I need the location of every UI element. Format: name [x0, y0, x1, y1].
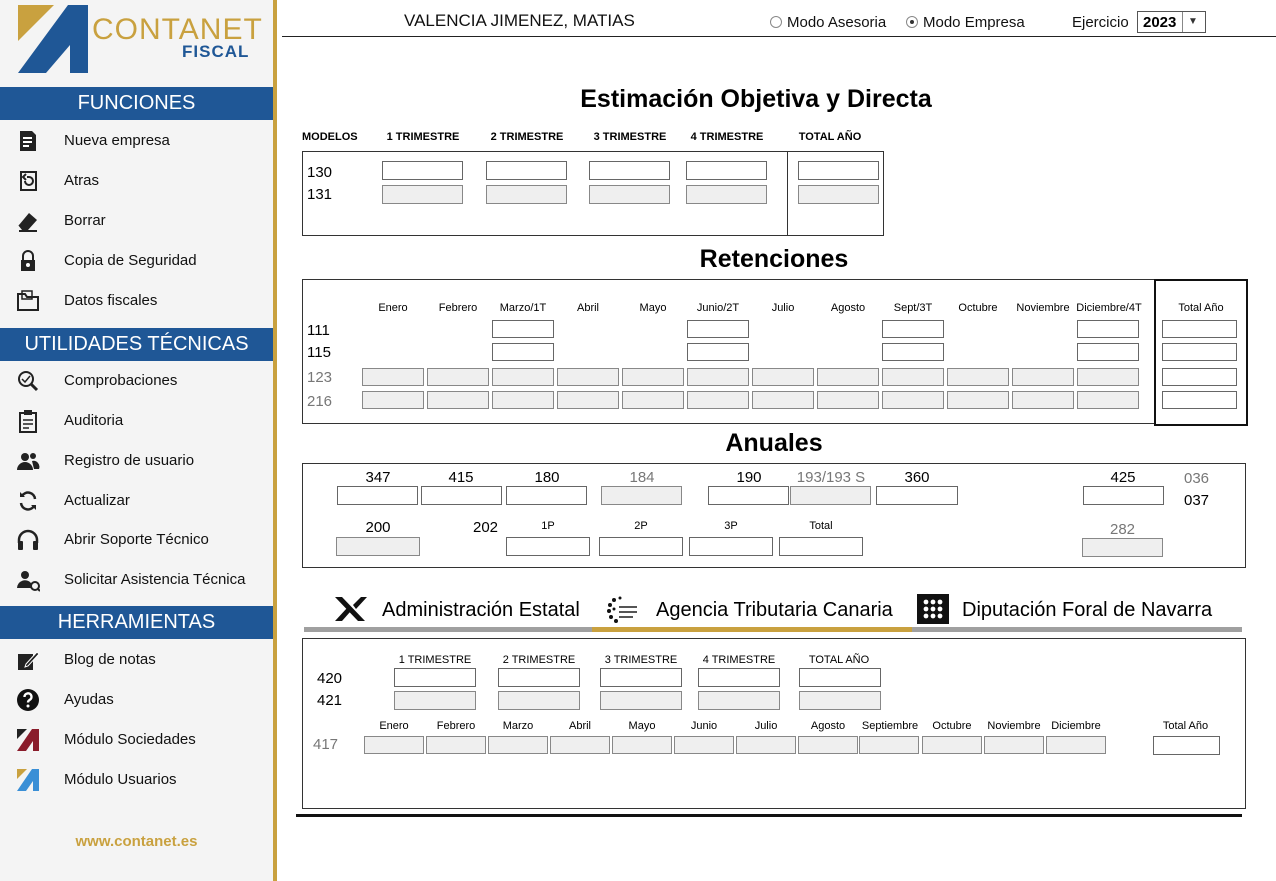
month-header: Mayo: [628, 720, 656, 732]
row-label-115: 115: [307, 344, 331, 361]
input-123-m4[interactable]: [557, 368, 619, 386]
menu-item-atras[interactable]: [0, 161, 273, 199]
notepad-icon: [16, 648, 40, 672]
month-header: Enero: [378, 302, 408, 314]
navarra-logo-icon: [917, 594, 949, 624]
input-420-4t[interactable]: [698, 668, 780, 687]
eraser-icon: [16, 209, 40, 233]
col-header-modelos: MODELOS: [302, 131, 358, 143]
col-header-total: TOTAL AÑO: [798, 131, 862, 143]
input-420-3t[interactable]: [600, 668, 682, 687]
input-131-2t[interactable]: [486, 185, 567, 204]
input-123-m5[interactable]: [622, 368, 684, 386]
menu-item-label: Copia de Seguridad: [64, 252, 197, 269]
website-link[interactable]: www.contanet.es: [75, 833, 198, 850]
input-115-junio[interactable]: [687, 343, 749, 361]
input-421-4t[interactable]: [698, 691, 780, 710]
input-131-1t[interactable]: [382, 185, 463, 204]
user-assist-icon: [16, 568, 40, 592]
input-417-m9[interactable]: [859, 736, 919, 754]
row-label-216: 216: [307, 393, 333, 410]
input-216-m9[interactable]: [882, 391, 944, 409]
input-417-m8[interactable]: [798, 736, 858, 754]
month-header: Octubre: [932, 720, 972, 732]
row-label-420: 420: [317, 670, 343, 687]
label-180: 180: [534, 469, 560, 486]
input-216-m10[interactable]: [947, 391, 1009, 409]
month-header: Marzo/1T: [499, 302, 547, 314]
menu-item-label: Borrar: [64, 212, 106, 229]
menu-item-label: Atras: [64, 172, 100, 189]
input-216-m2[interactable]: [427, 391, 489, 409]
input-417-m5[interactable]: [612, 736, 672, 754]
input-123-m10[interactable]: [947, 368, 1009, 386]
tab-navarra[interactable]: [917, 594, 949, 624]
input-425[interactable]: [1083, 486, 1164, 505]
section-utilidades-tecnicas: UTILIDADES TÉCNICAS: [0, 328, 273, 361]
magnifier-icon: [16, 369, 40, 393]
section-funciones: FUNCIONES: [0, 87, 273, 120]
input-180[interactable]: [506, 486, 587, 505]
input-115-sept[interactable]: [882, 343, 944, 361]
input-417-m6[interactable]: [674, 736, 734, 754]
input-202-2p[interactable]: [599, 537, 683, 556]
menu-item-copia-seguridad[interactable]: [0, 241, 273, 279]
sidebar-border: [273, 0, 277, 881]
month-header: Noviembre: [1016, 302, 1070, 314]
help-icon: [16, 688, 40, 712]
menu-item-modulo-sociedades[interactable]: [0, 720, 273, 758]
tab-estatal[interactable]: [333, 595, 369, 623]
tab-navarra-underline: [912, 627, 1242, 632]
month-header: Abril: [568, 720, 591, 732]
refresh-icon: [16, 489, 40, 513]
label-2p: 2P: [634, 520, 648, 532]
label-ejercicio: Ejercicio: [1072, 14, 1129, 31]
menu-item-blog-notas[interactable]: [0, 640, 273, 678]
input-130-1t[interactable]: [382, 161, 463, 180]
label-036: 036: [1184, 470, 1210, 487]
total-header: Total Año: [1162, 720, 1209, 732]
input-130-total[interactable]: [798, 161, 879, 180]
estimacion-divider: [787, 151, 788, 236]
input-421-2t[interactable]: [498, 691, 580, 710]
input-282[interactable]: [1082, 538, 1163, 557]
anuales-title: Anuales: [725, 429, 823, 457]
radio-modo-asesoria[interactable]: [770, 16, 782, 28]
menu-item-soporte-tecnico[interactable]: [0, 520, 273, 558]
month-header: Sept/3T: [893, 302, 933, 314]
label-360: 360: [904, 469, 930, 486]
input-123-m2[interactable]: [427, 368, 489, 386]
input-421-1t[interactable]: [394, 691, 476, 710]
logo-subtext: FISCAL: [182, 42, 250, 61]
month-header: Abril: [576, 302, 599, 314]
label-1p: 1P: [541, 520, 555, 532]
input-420-1t[interactable]: [394, 668, 476, 687]
menu-item-label: Auditoria: [64, 412, 124, 429]
input-123-m3[interactable]: [492, 368, 554, 386]
input-420-total[interactable]: [799, 668, 881, 687]
tab-canaria-underline-active: [592, 627, 912, 632]
aeat-logo-icon: [333, 595, 369, 623]
lock-icon: [16, 249, 40, 273]
menu-item-label: Comprobaciones: [64, 372, 178, 389]
input-202-total[interactable]: [779, 537, 863, 556]
menu-item-modulo-usuarios[interactable]: [0, 760, 273, 798]
input-111-diciembre[interactable]: [1077, 320, 1139, 338]
input-111-total[interactable]: [1162, 320, 1237, 338]
input-115-diciembre[interactable]: [1077, 343, 1139, 361]
menu-item-label: Módulo Sociedades: [64, 731, 196, 748]
tab-estatal-label[interactable]: Administración Estatal: [382, 599, 580, 621]
col-header-2t: 2 TRIMESTRE: [502, 654, 576, 666]
month-header: Agosto: [810, 720, 846, 732]
month-header: Junio: [690, 720, 718, 732]
input-417-m7[interactable]: [736, 736, 796, 754]
users-icon: [16, 449, 40, 473]
row-label-421: 421: [317, 692, 343, 709]
input-123-m1[interactable]: [362, 368, 424, 386]
input-216-m11[interactable]: [1012, 391, 1074, 409]
input-417-m10[interactable]: [922, 736, 982, 754]
clipboard-icon: [16, 409, 40, 433]
usuarios-icon: [16, 768, 40, 792]
label-425: 425: [1110, 469, 1136, 486]
total-header: Total Año: [1178, 302, 1224, 314]
input-202-1p[interactable]: [506, 537, 590, 556]
label-modo-asesoria: Modo Asesoria: [787, 14, 887, 31]
logo-mark-icon: [18, 5, 88, 73]
month-header: Septiembre: [861, 720, 919, 732]
col-header-1t: 1 TRIMESTRE: [398, 654, 472, 666]
month-header: Junio/2T: [696, 302, 740, 314]
menu-item-label: Registro de usuario: [64, 452, 195, 469]
menu-item-borrar[interactable]: [0, 201, 273, 239]
col-header-total: TOTAL AÑO: [808, 654, 870, 666]
footer-divider: [296, 814, 1242, 817]
input-190[interactable]: [708, 486, 789, 505]
month-header: Enero: [379, 720, 409, 732]
input-184[interactable]: [601, 486, 682, 505]
month-header: Diciembre: [1051, 720, 1101, 732]
input-417-m11[interactable]: [984, 736, 1044, 754]
menu-item-datos-fiscales[interactable]: [0, 281, 273, 319]
col-header-4t: 4 TRIMESTRE: [702, 654, 776, 666]
input-420-2t[interactable]: [498, 668, 580, 687]
menu-item-actualizar[interactable]: [0, 481, 273, 519]
row-label-123: 123: [307, 369, 333, 386]
headset-icon: [16, 528, 40, 552]
menu-item-label: Nueva empresa: [64, 132, 170, 149]
input-216-m8[interactable]: [817, 391, 879, 409]
input-200[interactable]: [336, 537, 420, 556]
col-header-2t: 2 TRIMESTRE: [490, 131, 564, 143]
menu-item-label: Abrir Soporte Técnico: [64, 531, 209, 548]
app-logo: [0, 0, 273, 78]
menu-item-nueva-empresa[interactable]: [0, 121, 273, 159]
label-200: 200: [365, 519, 391, 536]
input-417-m1[interactable]: [364, 736, 424, 754]
menu-item-ayudas[interactable]: [0, 680, 273, 718]
month-header: Noviembre: [987, 720, 1041, 732]
menu-item-comprobaciones[interactable]: [0, 361, 273, 399]
label-total: Total: [809, 520, 833, 532]
row-label-130: 130: [307, 164, 333, 181]
menu-item-label: Ayudas: [64, 691, 114, 708]
menu-item-asistencia-tecnica[interactable]: [0, 560, 273, 598]
back-icon: [16, 169, 40, 193]
sociedades-icon: [16, 728, 40, 752]
input-417-m2[interactable]: [426, 736, 486, 754]
input-111-marzo[interactable]: [492, 320, 554, 338]
input-415[interactable]: [421, 486, 502, 505]
input-131-4t[interactable]: [686, 185, 767, 204]
input-421-total[interactable]: [799, 691, 881, 710]
input-417-m12[interactable]: [1046, 736, 1106, 754]
radio-modo-empresa[interactable]: [906, 16, 918, 28]
col-header-3t: 3 TRIMESTRE: [593, 131, 667, 143]
menu-item-label: Solicitar Asistencia Técnica: [64, 571, 246, 588]
menu-item-label: Blog de notas: [64, 651, 156, 668]
retenciones-title: Retenciones: [699, 245, 849, 273]
input-193[interactable]: [790, 486, 871, 505]
month-header: Julio: [771, 302, 795, 314]
input-202-3p[interactable]: [689, 537, 773, 556]
col-header-4t: 4 TRIMESTRE: [690, 131, 764, 143]
menu-item-label: Datos fiscales: [64, 292, 158, 309]
input-130-4t[interactable]: [686, 161, 767, 180]
input-360[interactable]: [876, 486, 958, 505]
label-184: 184: [629, 469, 655, 486]
ejercicio-value: 2023: [1143, 14, 1177, 31]
input-123-m6[interactable]: [687, 368, 749, 386]
section-herramientas: HERRAMIENTAS: [0, 606, 273, 639]
label-modo-empresa: Modo Empresa: [923, 14, 1025, 31]
label-037: 037: [1184, 492, 1210, 509]
input-123-m12[interactable]: [1077, 368, 1139, 386]
input-417-m3[interactable]: [488, 736, 548, 754]
input-130-3t[interactable]: [589, 161, 670, 180]
label-347: 347: [365, 469, 391, 486]
input-111-sept[interactable]: [882, 320, 944, 338]
label-193: 193/193 S: [796, 469, 866, 486]
label-3p: 3P: [724, 520, 738, 532]
input-216-m12[interactable]: [1077, 391, 1139, 409]
atc-logo-icon: [606, 596, 642, 624]
month-header: Mayo: [639, 302, 667, 314]
input-131-total[interactable]: [798, 185, 879, 204]
ejercicio-select[interactable]: [1137, 11, 1206, 33]
label-190: 190: [736, 469, 762, 486]
col-header-1t: 1 TRIMESTRE: [386, 131, 460, 143]
estimacion-title: Estimación Objetiva y Directa: [580, 85, 932, 113]
chevron-down-icon[interactable]: ▼: [1188, 16, 1198, 27]
input-115-marzo[interactable]: [492, 343, 554, 361]
month-header: Octubre: [958, 302, 998, 314]
month-header: Diciembre/4T: [1076, 302, 1142, 314]
tab-navarra-label[interactable]: Diputación Foral de Navarra: [962, 599, 1213, 621]
menu-item-label: Módulo Usuarios: [64, 771, 177, 788]
label-415: 415: [448, 469, 474, 486]
input-123-total[interactable]: [1162, 368, 1237, 386]
month-header: Agosto: [830, 302, 866, 314]
header-divider: [282, 36, 1276, 37]
input-216-m1[interactable]: [362, 391, 424, 409]
input-347[interactable]: [337, 486, 418, 505]
menu-item-label: Actualizar: [64, 492, 130, 509]
input-216-m4[interactable]: [557, 391, 619, 409]
input-123-m7[interactable]: [752, 368, 814, 386]
tab-estatal-underline: [304, 627, 592, 632]
menu-item-auditoria[interactable]: [0, 401, 273, 439]
input-123-m9[interactable]: [882, 368, 944, 386]
label-282: 282: [1109, 521, 1136, 538]
menu-item-registro-usuario[interactable]: [0, 441, 273, 479]
input-216-m5[interactable]: [622, 391, 684, 409]
input-417-total[interactable]: [1153, 736, 1220, 755]
tab-canaria[interactable]: [606, 596, 642, 624]
input-131-3t[interactable]: [589, 185, 670, 204]
month-header: Febrero: [438, 302, 478, 314]
col-header-3t: 3 TRIMESTRE: [604, 654, 678, 666]
input-216-m7[interactable]: [752, 391, 814, 409]
month-header: Julio: [754, 720, 778, 732]
row-label-111: 111: [307, 322, 330, 339]
input-123-m11[interactable]: [1012, 368, 1074, 386]
logo-text: CONTANET: [92, 13, 263, 46]
folder-icon: [16, 289, 40, 313]
label-202: 202: [473, 519, 499, 536]
input-123-m8[interactable]: [817, 368, 879, 386]
input-115-total[interactable]: [1162, 343, 1237, 361]
client-name: VALENCIA JIMENEZ, MATIAS: [404, 11, 635, 30]
new-document-icon: [16, 129, 40, 153]
input-421-3t[interactable]: [600, 691, 682, 710]
tab-canaria-label[interactable]: Agencia Tributaria Canaria: [656, 599, 893, 621]
input-111-junio[interactable]: [687, 320, 749, 338]
input-216-m3[interactable]: [492, 391, 554, 409]
month-header: Febrero: [436, 720, 476, 732]
input-417-m4[interactable]: [550, 736, 610, 754]
row-label-417: 417: [313, 736, 339, 753]
input-130-2t[interactable]: [486, 161, 567, 180]
row-label-131: 131: [307, 186, 333, 203]
month-header: Marzo: [502, 720, 534, 732]
select-divider: [1182, 12, 1183, 32]
input-216-m6[interactable]: [687, 391, 749, 409]
input-216-total[interactable]: [1162, 391, 1237, 409]
